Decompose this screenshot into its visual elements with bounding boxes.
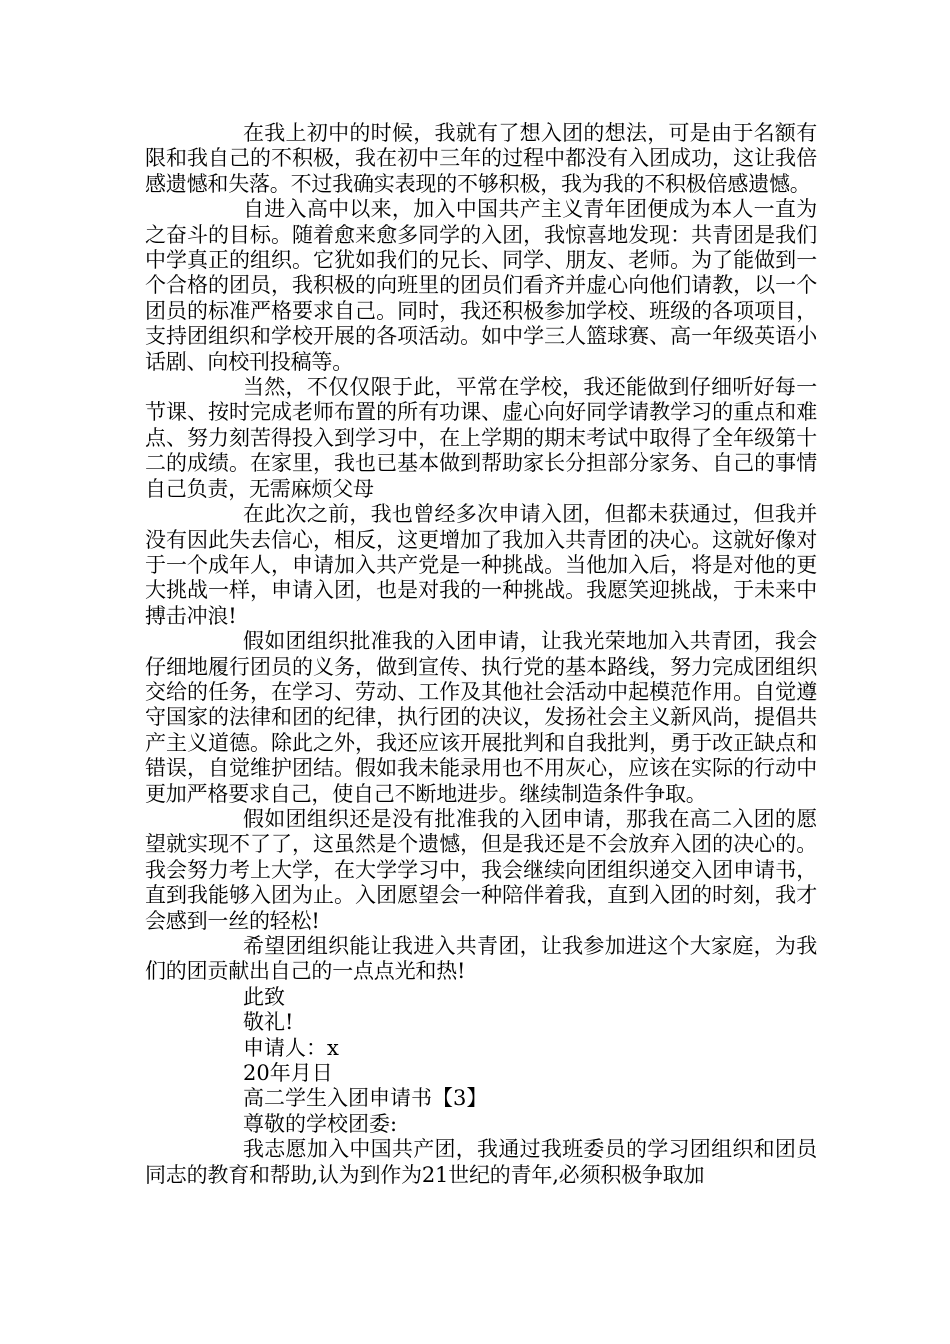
paragraph-4: 在此次之前，我也曾经多次申请入团，但都未获通过，但我并没有因此失去信心，相反，这更增加了我加入共青团的决心。这就好像对于一个成年人，申请加入共产党是一种挑战。当他加入后，将是对他的更大挑战一样，申请入团，也是对我的一种挑战。我愿笑迎挑战，于未来中搏击冲浪! [145, 502, 817, 628]
date-line: 20年月日 [243, 1061, 333, 1086]
salute-line: 敬礼! [243, 1010, 294, 1035]
paragraph-2: 自进入高中以来，加入中国共产主义青年团便成为本人一直为之奋斗的目标。随着愈来愈多同学的入团，我惊喜地发现：共青团是我们中学真正的组织。它犹如我们的兄长、同学、朋友、老师。为了能做到一个合格的团员，我积极的向班里的团员们看齐并虚心向他们请教，以一个团员的标准严格要求自己。同时，我还积极参加学校、班级的各项项目，支持团组织和学校开展的各项活动。如中学三人篮球赛、高一年级英语小话剧、向校刊投稿等。 [145, 197, 817, 374]
next-section-title: 高二学生入团申请书【3】 [243, 1086, 488, 1111]
applicant-line: 申请人：x [243, 1035, 339, 1060]
paragraph-3: 当然，不仅仅限于此，平常在学校，我还能做到仔细听好每一节课、按时完成老师布置的所有功课、虚心向好同学请教学习的重点和难点、努力刻苦得投入到学习中，在上学期的期末考试中取得了全年级第十二的成绩。在家里，我也已基本做到帮助家长分担部分家务、自己的事情自己负责，无需麻烦父母 [145, 375, 817, 501]
paragraph-6: 假如团组织还是没有批准我的入团申请，那我在高二入团的愿望就实现不了了，这虽然是个遗憾，但是我还是不会放弃入团的决心的。我会努力考上大学，在大学学习中，我会继续向团组织递交入团申请书，直到我能够入团为止。入团愿望会一种陪伴着我，直到入团的时刻，我才会感到一丝的轻松! [145, 806, 817, 933]
closing-line: 此致 [243, 984, 285, 1009]
next-section-greeting: 尊敬的学校团委: [243, 1111, 398, 1136]
document-body [145, 121, 817, 1188]
paragraph-1: 在我上初中的时候，我就有了想入团的想法，可是由于名额有限和我自己的不积极，我在初中三年的过程中都没有入团成功，这让我倍感遗憾和失落。不过我确实表现的不够积极，我为我的不积极倍感遗憾。 [145, 121, 817, 196]
next-section-paragraph: 我志愿加入中国共产团，我通过我班委员的学习团组织和团员同志的教育和帮助,认为到作为21世纪的青年,必须积极争取加 [145, 1137, 817, 1187]
paragraph-7: 希望团组织能让我进入共青团，让我参加进这个大家庭，为我们的团贡献出自己的一点点光和热! [145, 934, 817, 984]
paragraph-5: 假如团组织批准我的入团申请，让我光荣地加入共青团，我会仔细地履行团员的义务，做到宣传、执行党的基本路线，努力完成团组织交给的任务，在学习、劳动、工作及其他社会活动中起模范作用。自觉遵守国家的法律和团的纪律，执行团的决议，发扬社会主义新风尚，提倡共产主义道德。除此之外，我还应该开展批判和自我批判，勇于改正缺点和错误，自觉维护团结。假如我未能录用也不用灰心，应该在实际的行动中更加严格要求自己，使自己不断地进步。继续制造条件争取。 [145, 629, 817, 806]
